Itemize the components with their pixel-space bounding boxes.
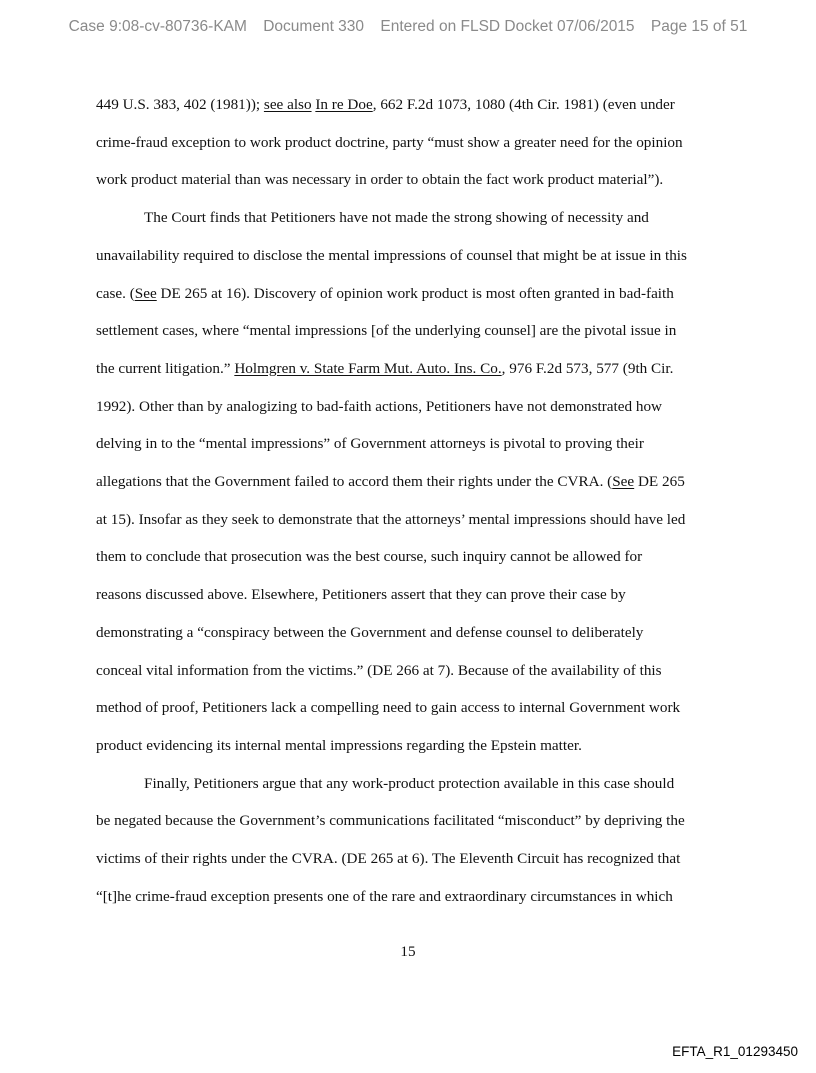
case-number: Case 9:08-cv-80736-KAM [68,18,247,35]
text-line [96,548,720,566]
text-segment: victims of their rights under the CVRA. (DE 265 at 6). The Eleventh Circuit has recognized that [96,850,681,867]
citation-underlined: In re Doe [315,96,373,113]
text-segment: case. ( [96,284,135,302]
text-line [96,435,720,453]
text-segment: demonstrating a “conspiracy between the Government and defense counsel to deliberately [96,623,644,641]
text-segment: crime-fraud exception to work product doctrine, party “must show a greater need for the opinion [96,133,683,151]
text-segment: conceal vital information from the victims.” (DE 266 at 7). Because of the availability of this [96,661,662,679]
docket-header [0,18,816,36]
text-segment: unavailability required to disclose the mental impressions of counsel that might be at issue in this [96,246,687,264]
text-line [96,247,720,265]
citation-underlined: See [134,284,157,302]
text-segment: 449 U.S. 383, 402 (1981)); [96,96,264,113]
text-line [96,360,720,378]
text-line [96,171,720,189]
text-segment: work product material than was necessary in order to obtain the fact work product material”). [96,171,664,189]
text-line [96,134,720,152]
text-line [96,285,720,303]
text-segment: them to conclude that prosecution was the best course, such inquiry cannot be allowed for [96,548,643,566]
text-line [96,586,720,604]
text-line [96,699,720,717]
text-line [96,96,720,114]
text-segment: , 662 F.2d 1073, 1080 (4th Cir. 1981) (even under [372,96,675,113]
text-segment: the current litigation.” [96,359,235,377]
docket-entry: Entered on FLSD Docket 07/06/2015 [380,18,635,35]
text-line [96,209,768,227]
text-segment: DE 265 [634,473,685,490]
text-line [96,775,768,793]
text-line [96,624,720,642]
text-line [96,850,720,868]
text-line [96,812,720,830]
text-segment: The Court finds that Petitioners have not made the strong showing of necessity and [144,209,649,227]
text-line [96,888,720,906]
citation-underlined: Holmgren v. State Farm Mut. Auto. Ins. Co. [234,359,502,377]
text-segment: DE 265 at 16). Discovery of opinion work product is most often granted in bad-faith [156,284,674,302]
text-segment: 1992). Other than by analogizing to bad-faith actions, Petitioners have not demonstrated how [96,397,663,415]
bates-stamp: EFTA_R1_01293450 [672,1044,798,1059]
citation-underlined: See [612,473,635,490]
text-segment: reasons discussed above. Elsewhere, Petitioners assert that they can prove their case by [96,586,626,604]
document-number: Document 330 [263,18,365,35]
text-line [96,473,720,491]
text-segment: settlement cases, where “mental impressions [of the underlying counsel] are the pivotal issue in [96,322,677,340]
page-number: 15 [400,943,416,960]
page-of-total: Page 15 of 51 [650,18,748,35]
text-line [96,662,720,680]
text-segment: method of proof, Petitioners lack a compelling need to gain access to internal Government work [96,699,681,717]
text-segment: product evidencing its internal mental impressions regarding the Epstein matter. [96,736,582,754]
text-segment: , 976 F.2d 573, 577 (9th Cir. [501,359,674,377]
text-segment: “[t]he crime-fraud exception presents one of the rare and extraordinary circumstances in which [96,887,673,905]
text-segment: delving in to the “mental impressions” of Government attorneys is pivotal to proving their [96,435,644,453]
text-line [96,322,720,340]
citation-underlined: see also [263,96,312,113]
text-segment: be negated because the Government’s communications facilitated “misconduct” by depriving the [96,812,685,830]
text-line [96,398,720,416]
text-segment: allegations that the Government failed to accord them their rights under the CVRA. ( [96,473,613,490]
text-line [96,511,720,529]
text-segment: at 15). Insofar as they seek to demonstrate that the attorneys’ mental impressions should have led [96,510,686,528]
text-segment: Finally, Petitioners argue that any work-product protection available in this case should [144,774,675,792]
text-line [96,737,720,755]
